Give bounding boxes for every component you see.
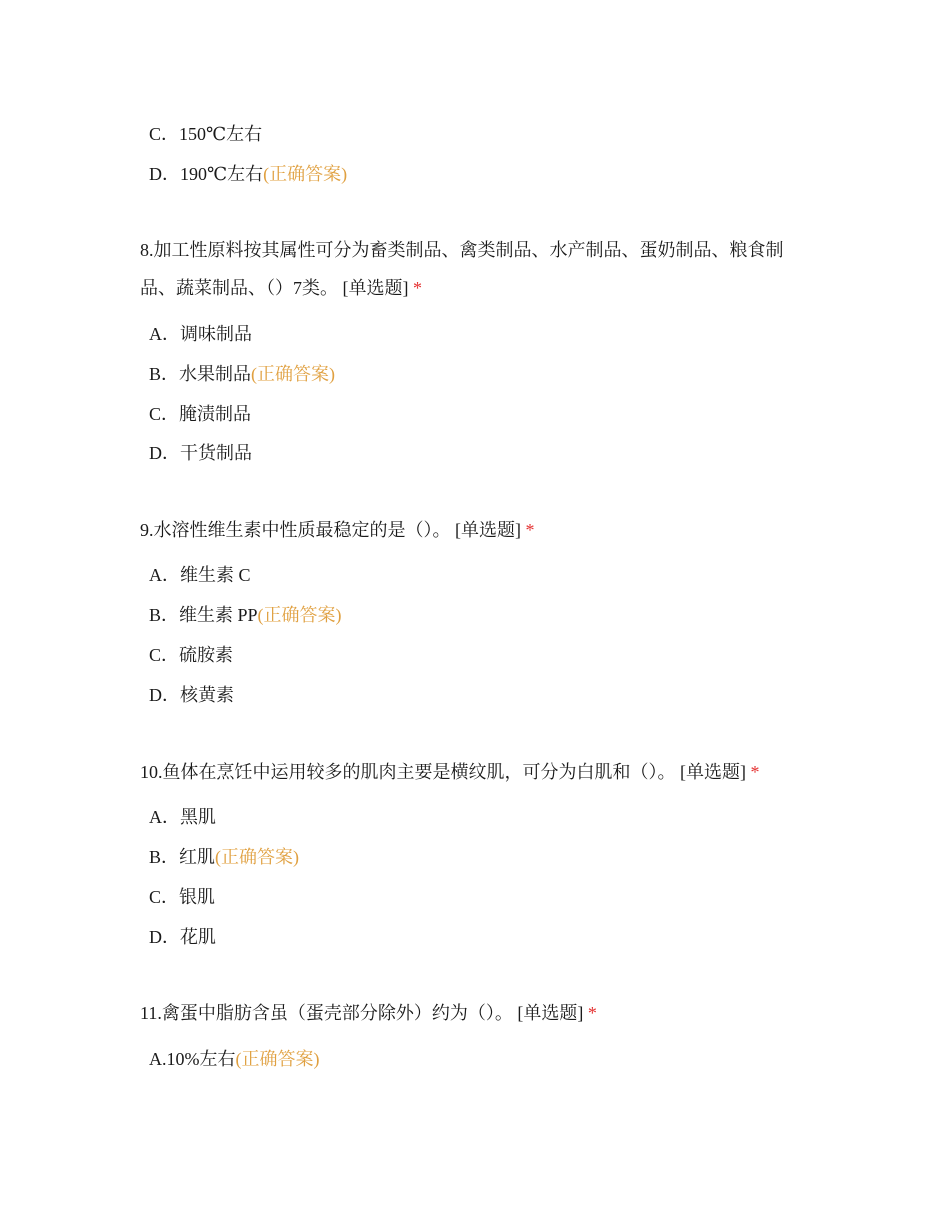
option-letter: A． bbox=[149, 565, 180, 585]
correct-answer-tag: (正确答案) bbox=[263, 164, 348, 184]
correct-answer-tag: (正确答案) bbox=[251, 364, 336, 384]
option-text: 黑肌 bbox=[180, 807, 216, 827]
q9-option-a bbox=[149, 563, 251, 587]
required-mark: * bbox=[413, 278, 422, 298]
option-letter: B． bbox=[149, 847, 180, 867]
q11-option-a bbox=[149, 1047, 320, 1071]
option-letter: C． bbox=[149, 404, 180, 424]
q8-question bbox=[140, 231, 815, 307]
q10-option-d bbox=[149, 925, 216, 949]
q10-option-c bbox=[149, 885, 215, 909]
q9-option-b bbox=[149, 603, 342, 627]
option-text: 维生素 C bbox=[180, 565, 251, 585]
option-text: 核黄素 bbox=[180, 685, 234, 705]
option-text: 水果制品 bbox=[179, 364, 252, 384]
correct-answer-tag: (正确答案) bbox=[215, 847, 300, 867]
option-text: 150℃左右 bbox=[179, 124, 263, 144]
q9-option-d bbox=[149, 683, 234, 707]
option-letter: C． bbox=[149, 645, 180, 665]
option-letter: B． bbox=[149, 364, 180, 384]
q11-question bbox=[140, 1001, 597, 1025]
question-text: 8.加工性原料按其属性可分为畜类制品、禽类制品、水产制品、蛋奶制品、粮食制品、蔬菜制品、（）7类。 [单选题] bbox=[140, 240, 784, 298]
option-letter: A． bbox=[149, 324, 180, 344]
option-letter: D． bbox=[149, 927, 180, 947]
option-text: 维生素 PP bbox=[179, 605, 258, 625]
q7-option-c bbox=[149, 122, 262, 146]
question-text: 11.禽蛋中脂肪含虽（蛋壳部分除外）约为（）。 [单选题] bbox=[140, 1003, 588, 1023]
q9-option-c bbox=[149, 643, 233, 667]
option-letter: C． bbox=[149, 887, 180, 907]
option-letter: A． bbox=[149, 807, 180, 827]
q10-option-b bbox=[149, 845, 299, 869]
option-text: A.10%左右 bbox=[149, 1049, 236, 1069]
option-text: 干货制品 bbox=[180, 443, 252, 463]
option-text: 花肌 bbox=[180, 927, 216, 947]
q10-question bbox=[140, 760, 760, 784]
question-text: 10.鱼体在烹饪中运用较多的肌肉主要是横纹肌，可分为白肌和（）。 [单选题] bbox=[140, 762, 751, 782]
option-letter: B． bbox=[149, 605, 180, 625]
q8-option-d bbox=[149, 441, 252, 465]
option-letter: C． bbox=[149, 124, 180, 144]
option-text: 腌渍制品 bbox=[179, 404, 252, 424]
q8-option-b bbox=[149, 362, 335, 386]
question-text: 9.水溶性维生素中性质最稳定的是（）。 [单选题] bbox=[140, 520, 526, 540]
option-letter: D． bbox=[149, 443, 180, 463]
required-mark: * bbox=[525, 520, 535, 540]
q8-option-a bbox=[149, 322, 252, 346]
required-mark: * bbox=[587, 1003, 597, 1023]
q10-option-a bbox=[149, 805, 216, 829]
q9-question bbox=[140, 518, 535, 542]
option-text: 银肌 bbox=[179, 887, 216, 907]
correct-answer-tag: (正确答案) bbox=[257, 605, 342, 625]
option-text: 硫胺素 bbox=[179, 645, 234, 665]
q7-option-d bbox=[149, 162, 347, 186]
required-mark: * bbox=[750, 762, 760, 782]
option-text: 190℃左右 bbox=[180, 164, 264, 184]
option-text: 红肌 bbox=[179, 847, 216, 867]
option-letter: D． bbox=[149, 685, 180, 705]
q8-option-c bbox=[149, 402, 251, 426]
option-letter: D． bbox=[149, 164, 180, 184]
correct-answer-tag: (正确答案) bbox=[235, 1049, 320, 1069]
option-text: 调味制品 bbox=[180, 324, 252, 344]
